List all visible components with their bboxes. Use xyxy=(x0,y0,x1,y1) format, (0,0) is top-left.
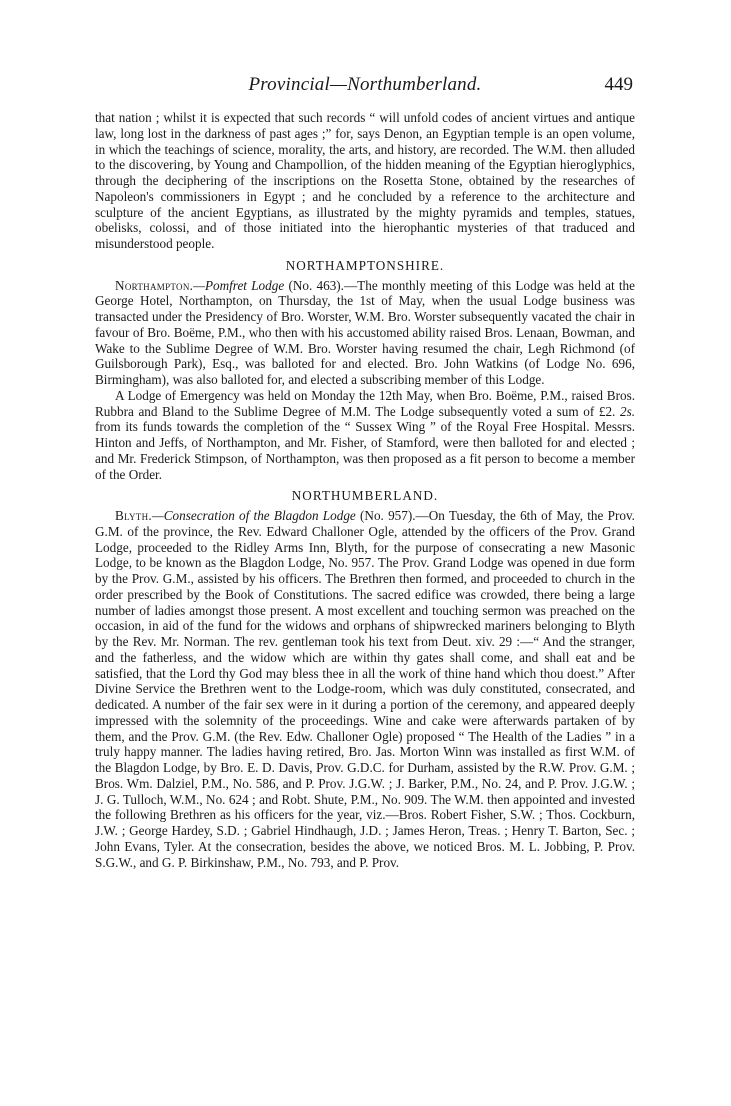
paragraph-text-b: from its funds towards the completion of the “ Sussex Wing ” of the Royal Free Hospital. Messrs. Hinton and Jeffs, of Northampton, and Mr. Fisher, of Stamford, were then balloted for and elected ; and Mr. Frederick Stimpson, of Northampton, was then proposed as a fit person to become a member of the Order. xyxy=(95,419,635,482)
intro-paragraph: that nation ; whilst it is expected that such records “ will unfold codes of ancient virtues and antique law, long lost in the darkness of past ages ;” for, says Denon, an Egyptian temple is an open volume, in which the teachings of science, morality, the arts, and history, are recorded. The W.M. then alluded to the discovering, by Young and Champollion, of the hidden meaning of the Egyptian hieroglyphics, through the deciphering of the inscriptions on the Rosetta Stone, obtained by the researches of Napoleon's commissioners in Egypt ; and he concluded by a reference to the architecture and sculpture of the ancient Egyptians, as illustrated by the mighty pyramids and temples, statues, obelisks, colossi, and of those initiated into the hierophantic mysteries of that traduced and misunderstood people. xyxy=(95,110,635,251)
place-name: Blyth. xyxy=(115,508,152,523)
section-heading-northamptonshire: NORTHAMPTONSHIRE. xyxy=(285,257,445,273)
shillings-amount: 2s. xyxy=(619,403,635,419)
running-title: Provincial—Northumberland. xyxy=(248,74,482,95)
section-heading-northumberland: NORTHUMBERLAND. xyxy=(291,488,439,504)
page-header xyxy=(95,74,635,100)
paragraph-text: (No. 957).—On Tuesday, the 6th of May, the Prov. G.M. of the province, the Rev. Edward Challoner Ogle, attended by the officers of the Prov. Grand Lodge, proceeded to the Ridley Arms Inn, Blyth, for the purpose of consecrating a new Masonic Lodge, to be known as the Blagdon Lodge, No. 957. The Prov. Grand Lodge was opened in due form by the Prov. G.M., assisted by his officers. The Brethren then formed, and proceeded to church in the order prescribed by the Book of Constitutions. The sacred edifice was crowded, there being a large number of ladies amongst those present. A most excellent and touching sermon was preached on the occasion, in aid of the fund for the widows and orphans of shipwrecked mariners belonging to Blyth by the Rev. Mr. Norman. The rev. gentleman took his text from Deut. xiv. 29 :—“ And the stranger, and the fatherless, and the widow which are within thy gates shall come, and shall eat and be satisfied, that the Lord thy God may bless thee in all the work of thine hand which thou doest.” After Divine Service the Brethren went to the Lodge-room, which was duly constituted, consecrated, and dedicated. A number of the fair sex were in it during a portion of the ceremony, and appeared deeply impressed with the solemnity of the proceedings. Wine and cake were afterwards partaken of by them, and the Prov. G.M. (the Rev. Edw. Challoner Ogle) proposed “ The Health of the Ladies ” in a truly happy manner. The ladies having retired, Bro. Jas. Morton Winn was installed as first W.M. of the Blagdon Lodge, by Bro. E. D. Davis, Prov. G.D.C. for Durham, assisted by the R.W. Prov. G.M. ; Bros. Wm. Dalziel, P.M., No. 586, and P. Prov. J.G.W. ; J. Barker, P.M., No. 24, and P. Prov. J.G.W. ; J. G. Tulloch, W.M., No. 624 ; and Robt. Shute, P.M., No. 909. The W.M. then appointed and invested the following Brethren as his officers for the year, viz.—Bros. Robert Fisher, S.W. ; Thos. Cockburn, J.W. ; George Hardey, S.D. ; Gabriel Hindhaugh, J.D. ; James Heron, Treas. ; Henry T. Barton, Sec. ; John Evans, Tyler. At the consecration, besides the above, we noticed Bros. M. L. Jobbing, P. Prov. S.G.W., and G. P. Birkinshaw, P.M., No. 793, and P. Prov. xyxy=(95,508,635,870)
lodge-name: —Consecration of the Blagdon Lodge xyxy=(152,508,356,523)
page-number: 449 xyxy=(604,74,633,95)
lodge-name: —Pomfret Lodge xyxy=(193,277,285,293)
paragraph-text-a: A Lodge of Emergency was held on Monday the 12th May, when Bro. Boëme, P.M., raised Bros. Rubbra and Bland to the Sublime Degree of M.M. The Lodge subsequently voted a sum of £2. xyxy=(95,387,635,419)
northampton-paragraph-2 xyxy=(95,388,635,483)
place-name: Northampton. xyxy=(115,277,194,293)
northampton-paragraph-1 xyxy=(95,278,635,388)
paragraph-text: (No. 463).—The monthly meeting of this Lodge was held at the George Hotel, Northampton, on Thursday, the 1st of May, when the usual Lodge business was transacted under the Presidency of Bro. Worster, W.M. Bro. Worster subsequently vacated the chair in favour of Bro. Boëme, P.M., who then with his accustomed ability raised Bros. Lenaan, Bowman, and Wake to the Sublime Degree of W.M. Bro. Worster having resumed the chair, Legh Richmond (of Guilsborough Park), Esq., was balloted for and elected. Bro. John Watkins (of Lodge No. 696, Birmingham), was also balloted for, and elected a subscribing member of this Lodge. xyxy=(95,277,635,387)
article-body xyxy=(95,110,635,870)
blyth-paragraph xyxy=(95,508,635,870)
